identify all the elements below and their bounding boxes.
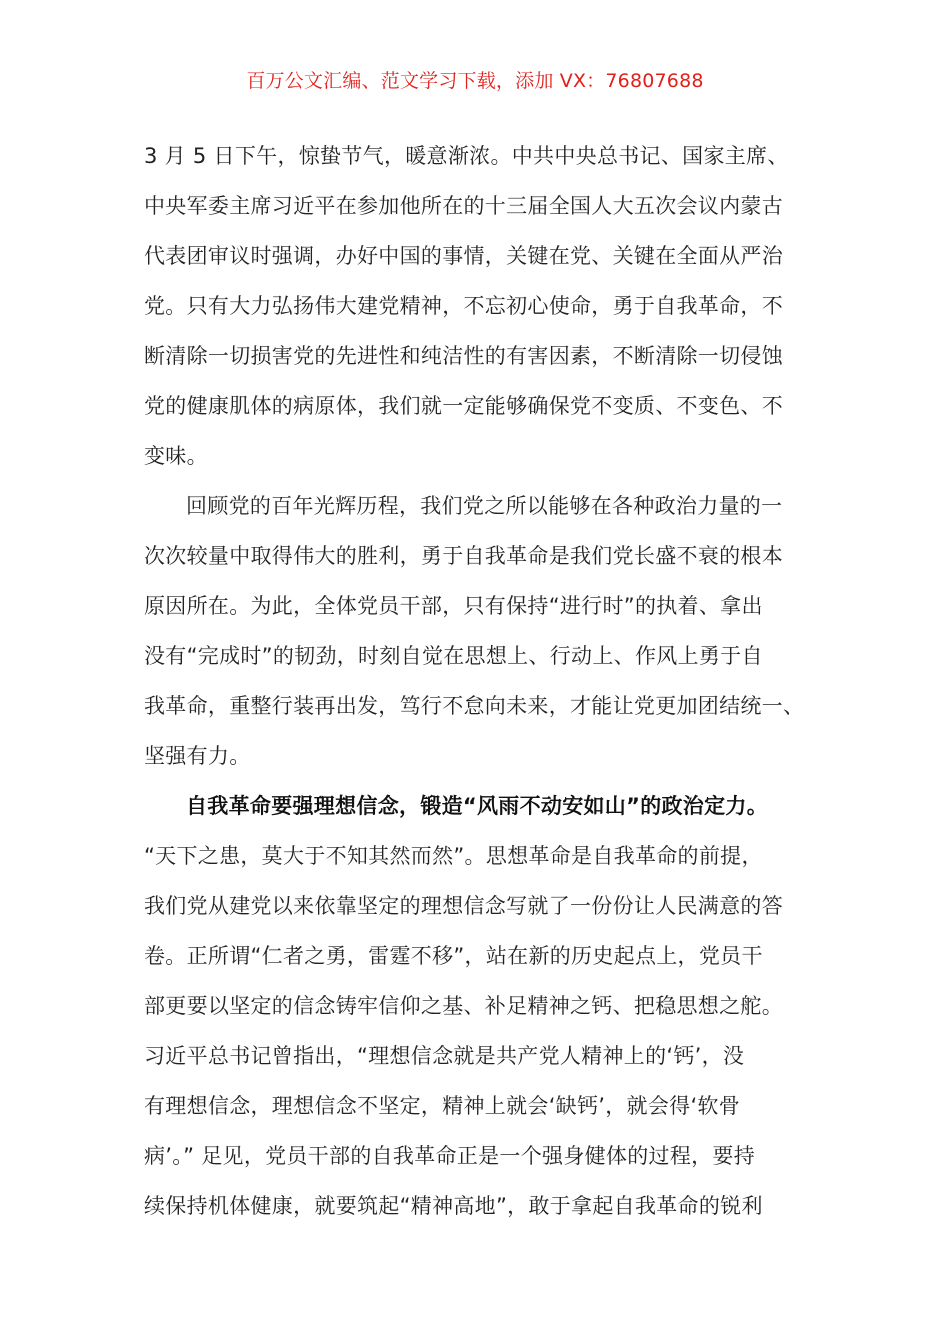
paragraph-2	[144, 481, 812, 781]
text-line: 坚强有力。	[144, 744, 251, 768]
text-line: 次次较量中取得伟大的胜利，勇于自我革命是我们党长盛不衰的根本	[144, 544, 783, 568]
text-line: 党。只有大力弘扬伟大建党精神，不忘初心使命，勇于自我革命，不	[144, 294, 783, 318]
text-line: 卷。正所谓“仁者之勇，雷霆不移”，站在新的历史起点上，党员干	[144, 944, 763, 968]
text-line: 代表团审议时强调，办好中国的事情，关键在党、关键在全面从严治	[144, 244, 783, 268]
text-line: 断清除一切损害党的先进性和纯洁性的有害因素，不断清除一切侵蚀	[144, 344, 783, 368]
text-line: 原因所在。为此，全体党员干部，只有保持“进行时”的执着、拿出	[144, 594, 763, 618]
text-line: 有理想信念，理想信念不坚定，精神上就会‘缺钙’，就会得‘软骨	[144, 1094, 741, 1118]
text-line: 党的健康肌体的病原体，我们就一定能够确保党不变质、不变色、不	[144, 394, 783, 418]
text-line: 变味。	[144, 444, 208, 468]
text-line: 我们党从建党以来依靠坚定的理想信念写就了一份份让人民满意的答	[144, 894, 783, 918]
text-line: 习近平总书记曾指出，“理想信念就是共产党人精神上的‘钙’，没	[144, 1044, 745, 1068]
text-line: 病’。” 足见，党员干部的自我革命正是一个强身健体的过程，要持	[144, 1144, 756, 1168]
section-heading: 自我革命要强理想信念，锻造“风雨不动安如山”的政治定力。	[186, 794, 769, 818]
text-line: 部更要以坚定的信念铸牢信仰之基、补足精神之钙、把稳思想之舵。	[144, 994, 783, 1018]
text-line: 续保持机体健康，就要筑起“精神高地”，敢于拿起自我革命的锐利	[144, 1194, 763, 1218]
text-line: 回顾党的百年光辉历程，我们党之所以能够在各种政治力量的一	[186, 494, 783, 518]
document-body	[144, 131, 812, 1231]
text-line: “天下之患，莫大于不知其然而然”。思想革命是自我革命的前提，	[144, 844, 763, 868]
header-promo-text: 百万公文汇编、范文学习下载，添加 VX：76807688	[246, 70, 704, 92]
text-line: 没有“完成时”的韧劲，时刻自觉在思想上、行动上、作风上勇于自	[144, 644, 763, 668]
paragraph-1	[144, 131, 812, 481]
text-line: 我革命，重整行装再出发，笃行不怠向未来，才能让党更加团结统一、	[144, 694, 805, 718]
text-line: 3 月 5 日下午，惊蛰节气，暖意渐浓。中共中央总书记、国家主席、	[144, 144, 789, 168]
paragraph-3	[144, 781, 812, 1231]
text-line: 中央军委主席习近平在参加他所在的十三届全国人大五次会议内蒙古	[144, 194, 783, 218]
